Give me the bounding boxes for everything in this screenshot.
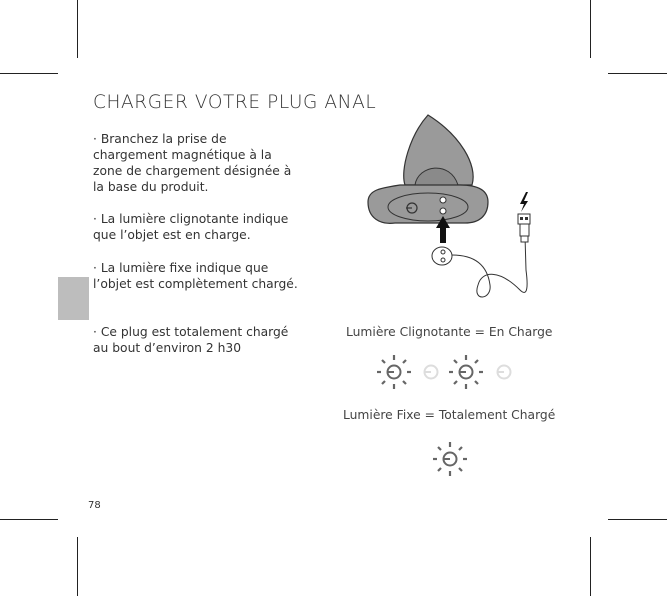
product-charging-illustration bbox=[360, 110, 560, 310]
crop-mark bbox=[77, 0, 78, 58]
instruction-paragraph: · La lumière clignotante indique que l’objet est en charge. bbox=[93, 212, 289, 242]
blinking-light-sequence bbox=[370, 350, 520, 395]
instruction-paragraph: · La lumière fixe indique que l’objet est complètement chargé. bbox=[93, 261, 298, 291]
crop-mark bbox=[0, 519, 58, 520]
legend-blinking-label: Lumière Clignotante = En Charge bbox=[346, 325, 553, 339]
usb-plug-icon bbox=[518, 214, 530, 242]
light-on-icon bbox=[377, 355, 411, 389]
light-off-icon bbox=[497, 366, 511, 379]
section-tab bbox=[58, 277, 89, 320]
instruction-paragraph: · Branchez la prise de chargement magnétique à la zone de chargement désignée à la base du produit. bbox=[93, 132, 292, 194]
page-title: CHARGER VOTRE PLUG ANAL bbox=[93, 92, 377, 113]
legend-steady-label: Lumière Fixe = Totalement Chargé bbox=[343, 408, 556, 422]
crop-mark bbox=[77, 537, 78, 596]
magnetic-connector-icon bbox=[432, 236, 527, 297]
steady-light bbox=[425, 435, 475, 483]
light-on-icon bbox=[449, 355, 483, 389]
light-off-icon bbox=[424, 366, 438, 379]
crop-mark bbox=[590, 0, 591, 58]
instruction-paragraph: · Ce plug est totalement chargé au bout d’environ 2 h30 bbox=[93, 325, 289, 355]
lightning-icon bbox=[520, 192, 528, 212]
crop-mark bbox=[590, 537, 591, 596]
crop-mark bbox=[608, 519, 667, 520]
page-number: 78 bbox=[88, 500, 101, 511]
light-on-icon bbox=[433, 442, 467, 476]
crop-mark bbox=[0, 73, 58, 74]
crop-mark bbox=[608, 73, 667, 74]
